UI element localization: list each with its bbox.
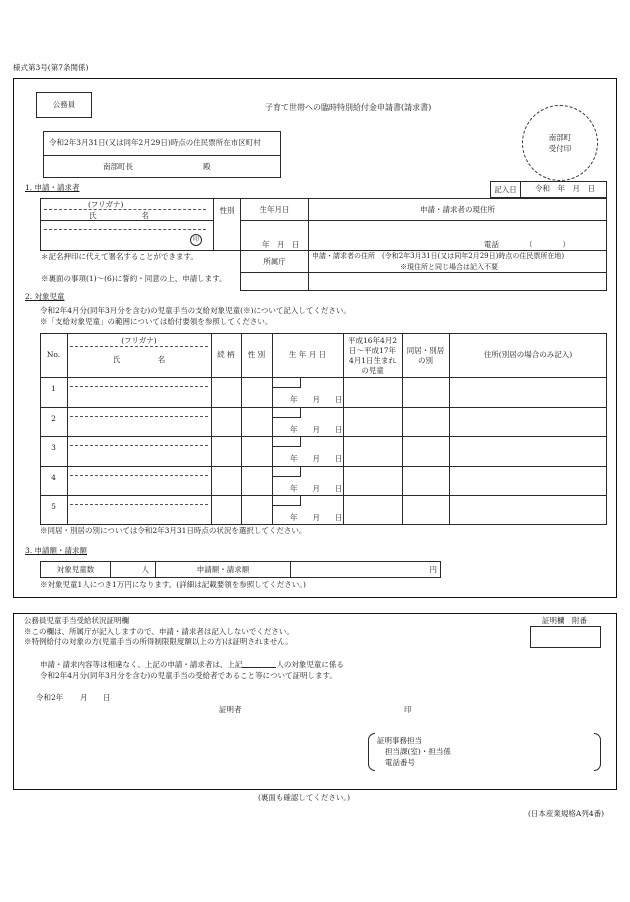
applicant-name-cell bbox=[40, 198, 214, 251]
statement-line1-before: 申請・請求内容等は相違なく、上記の申請・請求者は、上記 bbox=[40, 659, 243, 669]
certification-note2: ※特例給付の対象の方(児童手当の所得制限限度額以上の方)は証明されません。 bbox=[24, 637, 293, 646]
section2-scope-note: ※「支給対象児童」の範囲については給付要領を参照してください。 bbox=[40, 317, 273, 326]
form-title: 子育て世帯への臨時特別給付金申請書(請求書) bbox=[265, 103, 432, 112]
children-col-birthdate: 生 年 月 日 bbox=[288, 350, 327, 359]
child-birthdate-placeholder: 年 月 日 bbox=[290, 483, 343, 493]
certification-heading: 公務員児童手当受給状況証明欄 bbox=[24, 616, 129, 625]
statement-count-blank bbox=[242, 660, 276, 668]
contact-phone: 電話番号 bbox=[385, 758, 415, 767]
contact-section: 担当課(室)・担当係 bbox=[385, 747, 451, 756]
applicant-birthdate-placeholder: 年 月 日 bbox=[262, 240, 300, 249]
serial-number-box bbox=[530, 626, 601, 648]
child-row-number: 3 bbox=[51, 443, 56, 453]
entry-date-value: 令和 年 月 日 bbox=[535, 184, 595, 193]
applicant-birthdate-header bbox=[240, 198, 309, 221]
applicant-name-header-divider bbox=[40, 220, 214, 221]
child-era-box bbox=[272, 495, 301, 506]
registered-address-label: 申請・請求者の住所 (令和2年3月31日(又は同年2月29日)時点の住民票所在地) bbox=[312, 252, 565, 260]
certification-note1: ※この欄は、所属庁が記入しますので、申請・請求者は記入しないでください。 bbox=[24, 627, 294, 636]
entry-date-label-cell bbox=[490, 181, 521, 198]
children-col-address: 住所(別居の場合のみ記入) bbox=[483, 350, 573, 359]
children-col-furigana: (フリガナ) bbox=[121, 336, 157, 345]
entry-date-label: 記入日 bbox=[494, 184, 517, 194]
paper-size-note: (日本産業規格A列4番) bbox=[528, 809, 605, 818]
children-count-label-cell bbox=[40, 561, 111, 578]
section3-heading: 3. 申請額・請求額 bbox=[25, 546, 88, 555]
amount-label-cell bbox=[155, 561, 291, 578]
child-row-divider bbox=[40, 377, 607, 378]
child-era-box bbox=[272, 436, 301, 447]
applicant-furigana-line bbox=[44, 229, 206, 230]
civil-servant-badge-label: 公務員 bbox=[52, 100, 76, 110]
applicant-gender-label: 性別 bbox=[219, 206, 235, 215]
signature-note: ＊記名押印に代えて署名することができます。 bbox=[41, 252, 198, 261]
child-birthdate-placeholder: 年 月 日 bbox=[290, 395, 343, 404]
pledge-note: ※裏面の事項(1)～(6)に誓約・同意の上、申請します。 bbox=[41, 274, 227, 283]
applicant-birthdate-label: 生年月日 bbox=[259, 204, 290, 214]
applicant-gender-cell bbox=[213, 198, 241, 251]
children-col-furigana-line bbox=[70, 346, 208, 347]
certification-date-era: 令和2年 bbox=[36, 693, 64, 702]
child-birthdate-placeholder: 年 月 日 bbox=[290, 454, 343, 464]
children-col-born-range: 平成16年4月2日～平成17年4月1日生まれの児童 bbox=[347, 336, 398, 375]
residence-honorific: 殿 bbox=[203, 162, 211, 171]
registered-address-note: ※現住所と同じ場合は記入不要 bbox=[400, 263, 498, 271]
reception-stamp-circle bbox=[522, 105, 598, 181]
children-col-gender: 性 別 bbox=[247, 350, 266, 359]
child-row-number: 5 bbox=[51, 502, 56, 512]
children-count-cell bbox=[110, 561, 156, 578]
children-col-cohabitation: 同居・別居の別 bbox=[406, 346, 445, 365]
child-row-number: 2 bbox=[51, 413, 56, 423]
child-furigana-line bbox=[70, 416, 208, 417]
child-row-number: 1 bbox=[51, 384, 56, 393]
child-era-box bbox=[272, 466, 301, 477]
child-row-divider bbox=[40, 436, 607, 437]
children-col-relationship: 続 柄 bbox=[217, 350, 235, 359]
child-furigana-line bbox=[70, 386, 208, 387]
child-row-divider bbox=[40, 495, 607, 496]
certification-statement-line1 bbox=[40, 660, 344, 668]
child-row-number: 4 bbox=[51, 472, 56, 482]
residence-box-divider bbox=[44, 155, 280, 156]
civil-servant-badge bbox=[36, 92, 92, 118]
form-number: 様式第3号(第7条関係) bbox=[13, 63, 89, 72]
child-era-box bbox=[272, 407, 301, 418]
section1-heading: 1. 申請・請求者 bbox=[25, 183, 80, 192]
reception-stamp-line2: 受付印 bbox=[548, 144, 572, 153]
section2-heading: 2. 対象児童 bbox=[25, 292, 65, 301]
certification-statement-line2: 令和2年4月分(同年3月分を含む)の児童手当の受給者であること等について証明します。 bbox=[40, 671, 337, 680]
serial-number-label: 証明欄 附番 bbox=[542, 616, 587, 625]
certifier-seal-label: 印 bbox=[404, 705, 412, 714]
residence-addressee: 南部町長 bbox=[103, 162, 133, 171]
registered-address-cell bbox=[308, 272, 607, 291]
residence-header: 令和2年3月31日(又は同年2月29日)時点の住民票所在市区町村 bbox=[49, 138, 261, 147]
children-count-unit: 人 bbox=[141, 564, 149, 574]
child-row-divider bbox=[40, 466, 607, 467]
agency-label: 所属庁 bbox=[263, 256, 286, 266]
section3-note: ※対象児童1人につき1万円になります。(詳細は記載要領を参照してください。) bbox=[40, 580, 306, 589]
applicant-address-label: 申請・請求者の現住所 bbox=[420, 204, 495, 214]
children-count-label: 対象児童数 bbox=[56, 564, 95, 574]
children-col-name: 氏 名 bbox=[112, 355, 166, 364]
agency-label-cell bbox=[240, 250, 309, 273]
child-birthdate-placeholder: 年 月 日 bbox=[290, 513, 343, 523]
children-col-no: No. bbox=[46, 350, 61, 359]
back-page-note: (裏面も確認してください。) bbox=[258, 793, 351, 802]
amount-unit: 円 bbox=[429, 564, 437, 574]
amount-label: 申請額・請求額 bbox=[196, 564, 250, 574]
contact-left-bracket bbox=[368, 733, 375, 771]
reception-stamp-line1: 南部町 bbox=[548, 132, 572, 142]
applicant-furigana-header-line bbox=[44, 209, 206, 210]
statement-line1-after: 人の対象児童に係る bbox=[276, 659, 344, 669]
agency-value-cell bbox=[240, 272, 309, 291]
seal-mark-text: 印 bbox=[192, 236, 199, 243]
applicant-name-label: 氏 名 bbox=[89, 211, 149, 220]
child-row-divider bbox=[40, 407, 607, 408]
applicant-furigana-label: (フリガナ) bbox=[88, 200, 124, 209]
contact-right-bracket bbox=[594, 733, 601, 771]
certification-date-month: 月 bbox=[80, 693, 88, 702]
child-furigana-line bbox=[70, 445, 208, 446]
child-era-box bbox=[272, 377, 301, 388]
amount-cell bbox=[290, 561, 441, 578]
seal-mark-icon bbox=[190, 234, 202, 246]
phone-placeholder: （ ） bbox=[525, 240, 570, 249]
child-birthdate-placeholder: 年 月 日 bbox=[290, 424, 343, 434]
certifier-label: 証明者 bbox=[219, 705, 242, 714]
child-furigana-line bbox=[70, 504, 208, 505]
applicant-address-header bbox=[308, 198, 607, 221]
cohabitation-note: ※同居・別居の別については令和2年3月31日時点の状況を選択してください。 bbox=[40, 526, 307, 535]
phone-label: 電話 bbox=[484, 240, 499, 249]
contact-title: 証明事務担当 bbox=[377, 736, 422, 745]
certification-date-day: 日 bbox=[103, 693, 111, 702]
child-furigana-line bbox=[70, 475, 208, 476]
section2-instruction: 令和2年4月分(同年3月分を含む)の児童手当の支給対象児童(※)について記入してください。 bbox=[40, 306, 351, 315]
